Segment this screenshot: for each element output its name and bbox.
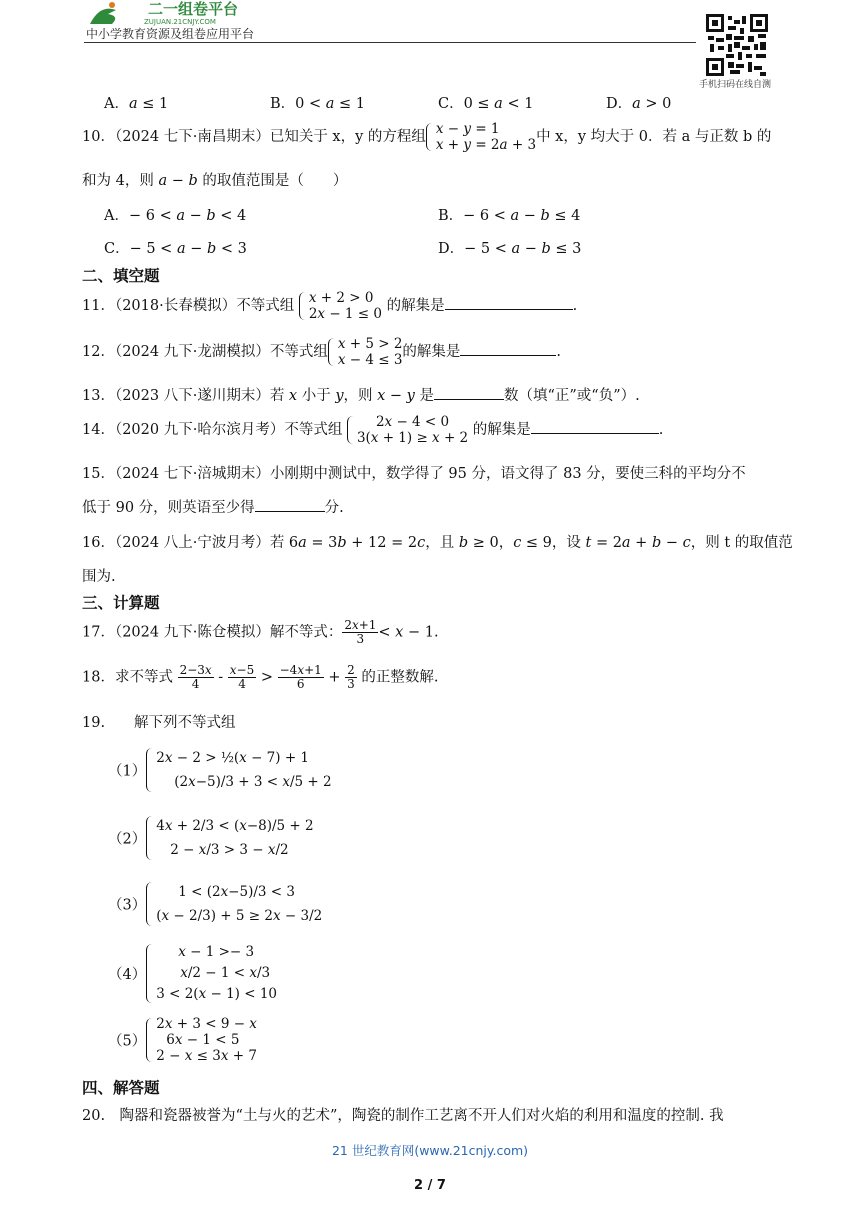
- q18-frac1: [178, 664, 214, 691]
- q19-p5-row1: 2𝑥 + 3 < 9 − 𝑥: [156, 1016, 257, 1032]
- q12-answer-blank[interactable]: [460, 341, 556, 356]
- q18: [82, 664, 439, 691]
- q11-eq2: 2𝑥 − 1 ≤ 0: [308, 306, 382, 322]
- q19-p1-row1: 2𝑥 − 2 > ½(𝑥 − 7) + 1: [156, 750, 310, 766]
- q20-line1: 20. 陶器和瓷器被誉为“土与火的艺术”，陶瓷的制作工艺离不开人们对火焰的利用和温度的控制. 我: [82, 1108, 724, 1124]
- q12-end: .: [556, 344, 562, 360]
- q13-prefix: 13．（2023 八下·遂川期末）若 𝑥 小于 𝑦，则 𝑥 − 𝑦 是: [82, 388, 434, 404]
- q16-line2: 围为.: [82, 569, 116, 585]
- q18-frac3: [278, 664, 324, 691]
- q18-prefix: 18．求不等式: [82, 669, 178, 686]
- q11-answer-blank[interactable]: [445, 295, 573, 310]
- q13-suffix: 数（填“正”或“负”）.: [503, 388, 640, 404]
- q12-eq1: 𝑥 + 5 > 2: [337, 336, 403, 352]
- q10-option-a: A．− 6 < 𝑎 − 𝑏 < 4: [104, 208, 247, 224]
- q9-option-a: A．𝑎 ≤ 1: [104, 96, 169, 112]
- q10-system: [426, 121, 536, 153]
- q15-line1: 15．（2024 七下·涪城期末）小刚期中测试中，数学得了 95 分，语文得了 83 分，要使三科的平均分不: [82, 466, 746, 482]
- logo-text: 二一组卷平台: [148, 0, 239, 18]
- q18-f3-den: 6: [296, 677, 305, 691]
- q19-part3: [108, 880, 322, 928]
- q19-p1-row2: (2𝑥−5)/3 + 3 < 𝑥/5 + 2: [174, 774, 332, 790]
- q18-suffix: 的正整数解.: [356, 669, 439, 686]
- q11-system: [299, 290, 382, 322]
- q11: [82, 290, 577, 322]
- q18-f2-num: 𝑥−5: [229, 663, 255, 677]
- q18-f4-den: 3: [347, 677, 355, 691]
- q16-line1: 16．（2024 八上·宁波月考）若 6𝑎 = 3𝑏 + 12 = 2𝑐，且 𝑏 ≥ 0，𝑐 ≤ 9，设 𝑡 = 2𝑎 + 𝑏 − 𝑐，则 t 的取值范: [82, 535, 793, 551]
- q19-p4-row3: 3 < 2(𝑥 − 1) < 10: [156, 986, 278, 1002]
- q17-num: 2𝑥+1: [344, 618, 377, 632]
- q18-f4-num: 2: [347, 663, 355, 677]
- q19-p5-row2: 6𝑥 − 1 < 5: [166, 1032, 240, 1048]
- footer-link[interactable]: 21 世纪教育网(www.21cnjy.com): [331, 1143, 529, 1158]
- q19-part4: [108, 942, 277, 1005]
- q19-p5-system: [146, 1016, 257, 1064]
- q19-p2-row1: 4𝑥 + 2/3 < (𝑥−8)/5 + 2: [156, 818, 314, 834]
- q17: [82, 619, 439, 646]
- q19-p4-label: （4）: [108, 967, 147, 983]
- q15-line2a: 低于 90 分，则英语至少得: [82, 500, 255, 516]
- q15-line2b: 分.: [324, 500, 344, 516]
- q10-prefix: 10．（2024 七下·南昌期末）已知关于 x，y 的方程组: [82, 129, 426, 145]
- q14: [82, 414, 663, 446]
- q19-p2-label: （2）: [108, 831, 147, 848]
- q10-option-c: C．− 5 < 𝑎 − 𝑏 < 3: [104, 241, 247, 257]
- q19-p3-row1: 1 < (2𝑥−5)/3 < 3: [178, 884, 295, 900]
- q10-stem: [82, 121, 771, 153]
- q10-eq2: 𝑥 + 𝑦 = 2𝑎 + 3: [435, 137, 537, 153]
- q19-part1: [108, 746, 332, 794]
- logo: [86, 0, 271, 26]
- q19-p2-row2: 2 − 𝑥/3 > 3 − 𝑥/2: [170, 842, 289, 858]
- section-calculation: 三、计算题: [82, 594, 160, 612]
- q13: [82, 384, 640, 405]
- q19-part2: [108, 814, 314, 862]
- q19-p1-system: [146, 746, 331, 794]
- q12-suffix: 的解集是: [402, 344, 461, 360]
- q15-line2: [82, 496, 344, 517]
- section-fill-in: 二、填空题: [82, 267, 160, 285]
- q15-answer-blank[interactable]: [255, 497, 325, 512]
- page-number: 2 / 7: [414, 1178, 446, 1193]
- q12-system: [328, 336, 403, 368]
- q10-eq1: 𝑥 − 𝑦 = 1: [435, 121, 500, 137]
- q11-end: .: [572, 298, 578, 314]
- q18-op1: -: [213, 669, 228, 686]
- qr-caption: 手机扫码在线自测: [699, 80, 772, 90]
- q19-p4-row1: 𝑥 − 1 >− 3: [178, 944, 255, 960]
- q18-frac2: [228, 664, 256, 691]
- q14-answer-blank[interactable]: [531, 419, 659, 434]
- q18-op2: >: [256, 669, 278, 686]
- q17-den: 3: [356, 632, 365, 646]
- q14-end: .: [658, 422, 664, 438]
- header-divider: [84, 42, 696, 43]
- q10-option-b: B．− 6 < 𝑎 − 𝑏 ≤ 4: [438, 208, 581, 224]
- section-answer: 四、解答题: [82, 1079, 160, 1097]
- q12-prefix: 12．（2024 九下·龙湖模拟）不等式组: [82, 344, 328, 360]
- q14-suffix: 的解集是: [468, 422, 531, 438]
- q19-p4-row2: 𝑥/2 − 1 < 𝑥/3: [180, 965, 271, 981]
- q19-p1-label: （1）: [108, 763, 147, 780]
- q12-eq2: 𝑥 − 4 ≤ 3: [337, 352, 403, 368]
- q19-p5-label: （5）: [108, 1033, 147, 1050]
- header-subtitle: 中小学教育资源及组卷应用平台: [86, 27, 255, 41]
- q18-op3: +: [323, 669, 346, 686]
- q19-p4-system: [146, 942, 277, 1005]
- q14-system: [347, 414, 468, 446]
- logo-sub: ZUJUAN.21CNJY.COM: [144, 18, 216, 26]
- q17-suffix: < 𝑥 − 1.: [378, 624, 439, 641]
- q9-option-b: B．0 < 𝑎 ≤ 1: [270, 96, 365, 112]
- q12: [82, 336, 561, 368]
- q11-prefix: 11．（2018·长春模拟）不等式组: [82, 298, 295, 314]
- q19-p2-system: [146, 814, 313, 862]
- q13-answer-blank[interactable]: [434, 385, 504, 400]
- q17-prefix: 17．（2024 九下·陈仓模拟）解不等式：: [82, 624, 343, 641]
- q19-title: 19. 解下列不等式组: [82, 715, 236, 731]
- q14-eq2: 3(𝑥 + 1) ≥ 𝑥 + 2: [356, 430, 469, 446]
- q18-f2-den: 4: [238, 677, 246, 691]
- q19-p3-system: [146, 880, 322, 928]
- q9-option-d: D．𝑎 > 0: [606, 96, 672, 112]
- q10-suffix: 中 x，y 均大于 0．若 a 与正数 b 的: [536, 129, 772, 145]
- q19-part5: [108, 1016, 257, 1064]
- q10-line2: 和为 4，则 𝑎 − 𝑏 的取值范围是（ ）: [82, 173, 348, 189]
- q10-option-d: D．− 5 < 𝑎 − 𝑏 ≤ 3: [438, 241, 582, 257]
- q18-frac4: [345, 664, 357, 691]
- q18-f1-den: 4: [191, 677, 200, 691]
- qr-code-icon[interactable]: [706, 14, 768, 76]
- q17-fraction: [342, 619, 378, 646]
- q11-eq1: 𝑥 + 2 > 0: [308, 290, 374, 306]
- q18-f1-num: 2−3𝑥: [179, 663, 212, 677]
- q19-p3-label: （3）: [108, 897, 147, 914]
- q9-option-c: C．0 ≤ 𝑎 < 1: [438, 96, 534, 112]
- q19-p5-row3: 2 − 𝑥 ≤ 3𝑥 + 7: [156, 1048, 257, 1064]
- q14-eq1: 2𝑥 − 4 < 0: [375, 414, 450, 430]
- q19-p3-row2: (𝑥 − 2/3) + 5 ≥ 2𝑥 − 3/2: [156, 908, 323, 924]
- q11-suffix: 的解集是: [382, 298, 445, 314]
- q14-prefix: 14．（2020 九下·哈尔滨月考）不等式组: [82, 422, 343, 438]
- q18-f3-num: −4𝑥+1: [279, 663, 322, 677]
